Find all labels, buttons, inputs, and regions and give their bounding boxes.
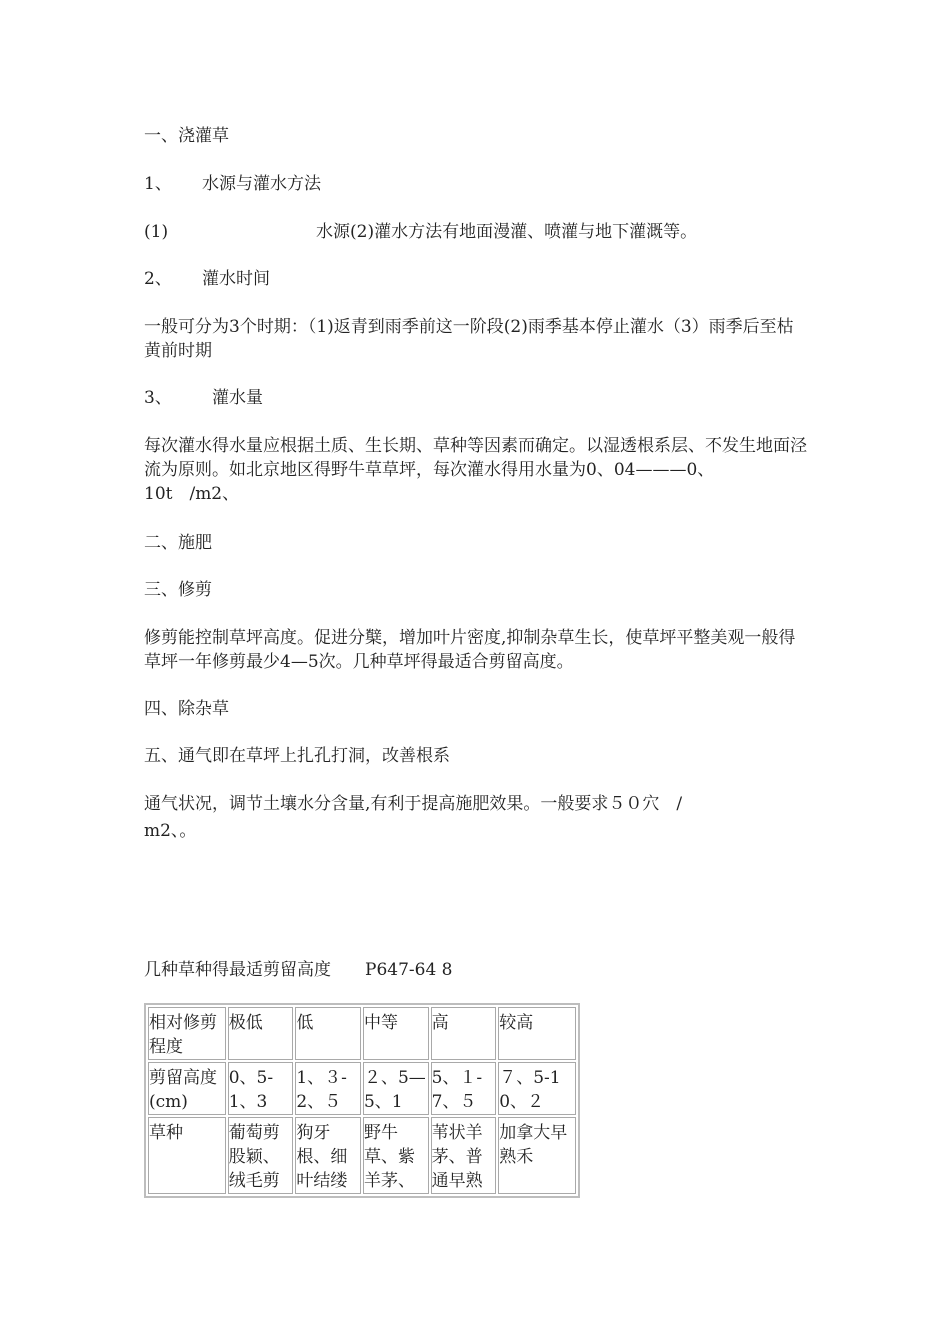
table-cell: 加拿大早熟禾 xyxy=(498,1117,576,1194)
section-5-text-line-2: m2、。 xyxy=(144,821,197,841)
subsection-1-3-text: 每次灌水得水量应根据土质、生长期、草种等因素而确定。以湿透根系层、不发生地面泾流为原则。如北京地区得野牛草草坪，每次灌水得用水量为0、04———0、10t /m2、 xyxy=(144,436,807,504)
table-cell: 5、１-7、５ xyxy=(431,1062,497,1115)
table-cell: 1、３-2、５ xyxy=(295,1062,361,1115)
table-cell: 剪留高度(cm) xyxy=(148,1062,226,1115)
table-cell: 低 xyxy=(295,1007,361,1060)
subsection-1-2-number: 2、 xyxy=(144,269,172,289)
subsection-1-3-title: 灌水量 xyxy=(212,388,263,408)
table-cell: 狗牙根、细叶结缕 xyxy=(295,1117,361,1194)
table-caption: 几种草种得最适剪留高度 P647-64 8 xyxy=(144,960,453,980)
section-3-text: 修剪能控制草坪高度。促进分櫱，增加叶片密度,抑制杂草生长，使草坪平整美观一般得草坪一年修剪最少4—5次。几种草坪得最适合剪留高度。 xyxy=(144,628,796,672)
table-cell: 较高 xyxy=(498,1007,576,1060)
subsection-1-1-number: 1、 xyxy=(144,174,172,194)
table-cell: 极低 xyxy=(228,1007,294,1060)
table-cell: 中等 xyxy=(363,1007,429,1060)
section-1-heading: 一、浇灌草 xyxy=(144,126,229,146)
section-4-heading: 四、除杂草 xyxy=(144,699,229,719)
mowing-height-table xyxy=(144,1003,580,1198)
subsection-1-2-text: 一般可分为3个时期：（1)返青到雨季前这一阶段(2)雨季基本停止灌水（3）雨季后至枯黄前时期 xyxy=(144,317,794,361)
section-5-text-line-1: 通气状况，调节土壤水分含量,有利于提高施肥效果。一般要求５０穴 / xyxy=(144,794,683,814)
item-1a-text: 水源(2)灌水方法有地面漫灌、喷灌与地下灌溉等。 xyxy=(316,222,698,242)
table-row xyxy=(148,1062,576,1115)
table-cell: 0、5-1、3 xyxy=(228,1062,294,1115)
table-cell: ７、5-10、２ xyxy=(498,1062,576,1115)
subsection-1-3-number: 3、 xyxy=(144,388,172,408)
table-cell: 野牛草、紫羊茅、 xyxy=(363,1117,429,1194)
table-cell: ２、5—5、1 xyxy=(363,1062,429,1115)
table-row xyxy=(148,1007,576,1060)
table-cell: 苇状羊茅、普通早熟 xyxy=(431,1117,497,1194)
section-2-heading: 二、施肥 xyxy=(144,533,212,553)
table-cell: 葡萄剪股颖、绒毛剪 xyxy=(228,1117,294,1194)
section-5-heading: 五、通气即在草坪上扎孔打洞，改善根系 xyxy=(144,746,450,766)
table-cell: 草种 xyxy=(148,1117,226,1194)
table-cell: 相对修剪程度 xyxy=(148,1007,226,1060)
subsection-1-2-title: 灌水时间 xyxy=(202,269,270,289)
table-row xyxy=(148,1117,576,1194)
section-3-heading: 三、修剪 xyxy=(144,580,212,600)
subsection-1-1-title: 水源与灌水方法 xyxy=(202,174,321,194)
item-1a-number: (1) xyxy=(144,222,169,242)
table-cell: 高 xyxy=(431,1007,497,1060)
